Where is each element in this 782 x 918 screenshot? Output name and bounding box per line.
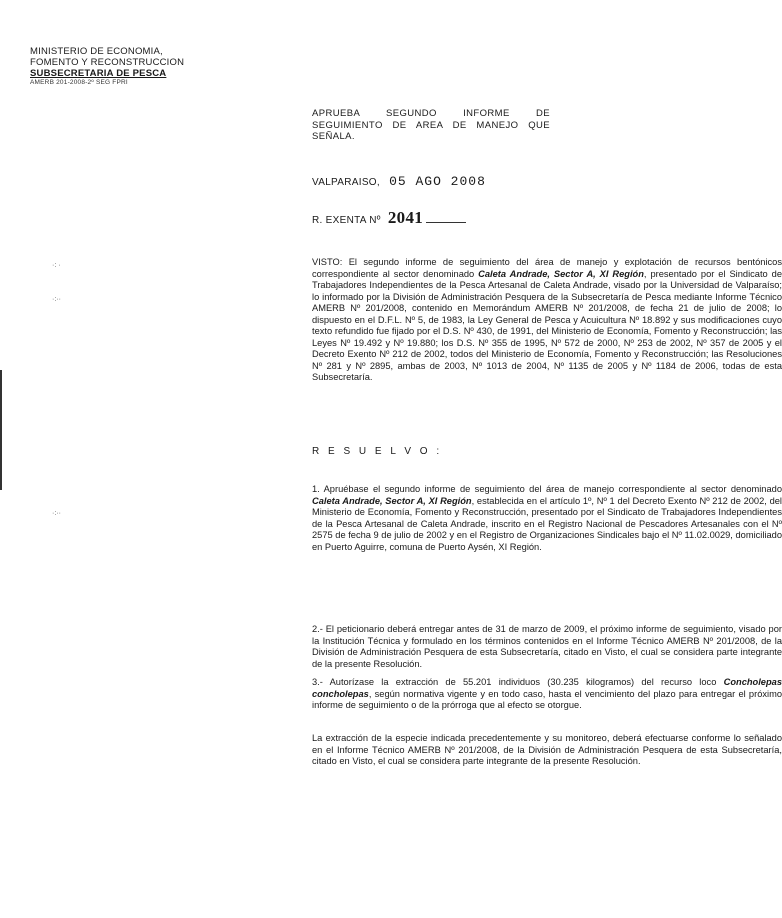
article-1-lead: 1. Apruébase el segundo informe de seguimiento del área de manejo correspondiente al sector denominado bbox=[312, 484, 782, 494]
article-1-place-name: Caleta Andrade, Sector A, XI Región bbox=[312, 495, 472, 506]
scan-edge-mark bbox=[0, 370, 2, 490]
article-3 bbox=[80, 677, 782, 712]
article-3-lead: 3.- Autorízase la extracción de 55.201 individuos (30.235 kilogramos) del recurso loco bbox=[312, 677, 724, 687]
margin-annotation: ·:·· bbox=[52, 296, 61, 303]
visto-paragraph bbox=[80, 257, 782, 384]
article-2: 2.- El peticionario deberá entregar antes de 31 de marzo de 2009, el próximo informe de seguimiento, visado por la Institución Técnica y formulado en los términos contenidos en el Informe Técnico AMERB Nº 201/2008, de la División de Administración Pesquera de esta Subsecretaría, citado en Visto, el cual se considera parte integrante de la presente Resolución. bbox=[312, 624, 782, 669]
article-1-body: , establecida en el artículo 1º, Nº 1 del Decreto Exento Nº 212 de 2002, del Ministerio de Economía, Fomento y Reconstrucción, presentado por el Sindicato de Trabajadores Independientes de la Pesca Artesanal de Caleta Andrade, inscrito en el Registro Nacional de Pescadores Artesanales con el Nº 2575 de fecha 9 de julio de 2002 y en el Registro de Organizaciones Sindicales bajo el Nº 11.02.0029, domiciliado en Puerto Aguirre, comuna de Puerto Aysén, XI Región. bbox=[312, 495, 782, 552]
visto-body-text: , presentado por el Sindicato de Trabajadores Independientes de la Pesca Artesanal de Caleta Andrade, visado por la Universidad de Valparaíso; lo informado por la División de Administración Pesquera de la Subsecretaría de Pesca mediante Informe Técnico AMERB Nº 201/2008, contenido en Memorándum AMERB Nº 201/2008, de fecha 21 de julio de 2008; lo dispuesto en el D.F.L. Nº 5, de 1983, la Ley General de Pesca y Acuicultura Nº 18.892 y sus modificaciones cuyo texto refundido fue fijado por el D.S. Nº 430, de 1991, del Ministerio de Economía, Fomento y Reconstrucción; las Leyes Nº 19.492 y Nº 19.880; los D.S. Nº 355 de 1995, Nº 572 de 2000, Nº 253 de 2002, Nº 357 de 2005 y el Decreto Exento Nº 212 de 2002, todos del Ministerio de Economía, Fomento y Reconstrucción; las Resoluciones Nº 281 y Nº 2895, ambas de 2003, Nº 1013 de 2004, Nº 1135 de 2005 y Nº 1184 de 2006, todas de esta Subsecretaría. bbox=[312, 268, 782, 382]
place-name: VALPARAISO, bbox=[312, 177, 380, 188]
species-name: Concholepas concholepas bbox=[312, 677, 782, 699]
resolution-underline bbox=[426, 222, 466, 223]
place-date-line bbox=[312, 174, 486, 189]
article-1 bbox=[80, 484, 782, 553]
ministry-line-2: FOMENTO Y RECONSTRUCCION bbox=[30, 57, 185, 68]
resolution-label: R. EXENTA Nº bbox=[312, 215, 381, 226]
resuelvo-heading: R E S U E L V O : bbox=[312, 446, 443, 457]
visto-place-name: Caleta Andrade, Sector A, XI Región bbox=[478, 268, 644, 279]
extraction-paragraph: La extracción de la especie indicada precedentemente y su monitoreo, deberá efectuarse conforme lo señalado en el Informe Técnico AMERB Nº 201/2008, de la División de Administración Pesquera de esta Subsecretaría, citado en Visto, el cual se considera parte integrante de la presente Resolución. bbox=[312, 733, 782, 766]
margin-annotation: ·: · bbox=[52, 262, 61, 269]
resolution-number: 2041 bbox=[387, 208, 424, 227]
article-3-body: , según normativa vigente y en todo caso, hasta el vencimiento del plazo para entregar el próximo informe de seguimiento o de la prórroga que al efecto se otorgue. bbox=[312, 688, 782, 710]
subsecretary-line: SUBSECRETARIA DE PESCA bbox=[30, 68, 167, 79]
visto-lead-text: VISTO: El segundo informe de seguimiento del área de manejo y explotación de recursos bentónicos correspondiente al sector denominado bbox=[312, 257, 782, 279]
margin-annotation: ·:·· bbox=[52, 510, 61, 517]
ministry-header bbox=[30, 46, 215, 87]
date-stamp: 05 AGO 2008 bbox=[389, 174, 486, 189]
ministry-line-1: MINISTERIO DE ECONOMIA, bbox=[30, 46, 163, 57]
resolution-number-line bbox=[312, 208, 466, 228]
document-subject: APRUEBA SEGUNDO INFORME DE SEGUIMIENTO DE AREA DE MANEJO QUE SEÑALA. bbox=[312, 108, 550, 142]
document-reference: AMERB 201-2008-2º SEG FPRI bbox=[30, 79, 128, 86]
